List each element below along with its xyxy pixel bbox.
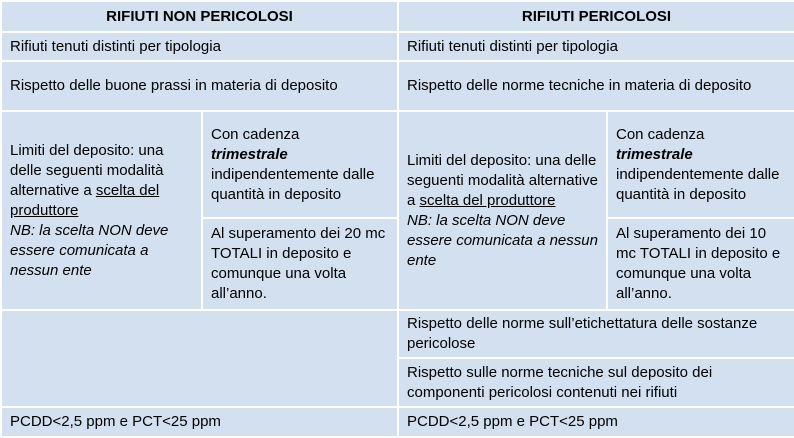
nb-note: NB: la scelta NON deve essere comunicata a nessun ente bbox=[407, 211, 598, 269]
limiti-text: Limiti del deposito: una delle seguenti modalità alternative a bbox=[407, 151, 598, 209]
scelta-produttore-text: scelta del produttore bbox=[419, 191, 556, 209]
cadenza-label: Con cadenza bbox=[616, 125, 705, 143]
cadenza-description: indipendentemente dalle quantità in deposito bbox=[211, 165, 375, 203]
row-limiti-cadenza bbox=[1, 111, 794, 218]
deposito-non-pericolosi: Rispetto delle buone prassi in materia di deposito bbox=[1, 61, 398, 111]
pcdd-pericolosi: PCDD<2,5 ppm e PCT<25 ppm bbox=[398, 407, 794, 437]
cadenza-keyword: trimestrale bbox=[616, 145, 693, 163]
cadenza-keyword: trimestrale bbox=[211, 145, 288, 163]
header-pericolosi: RIFIUTI PERICOLOSI bbox=[398, 1, 794, 32]
cadenza-non-pericolosi bbox=[202, 111, 398, 218]
componenti-pericolosi: Rispetto sulle norme tecniche sul deposito dei componenti pericolosi contenuti nei rifiuti bbox=[398, 358, 794, 407]
row-tipologia bbox=[1, 32, 794, 61]
row-pcdd bbox=[1, 407, 794, 437]
limiti-pericolosi bbox=[398, 111, 607, 310]
pcdd-non-pericolosi: PCDD<2,5 ppm e PCT<25 ppm bbox=[1, 407, 398, 437]
deposito-pericolosi: Rispetto delle norme tecniche in materia di deposito bbox=[398, 61, 794, 111]
empty-non-pericolosi bbox=[1, 310, 398, 407]
nb-note: NB: la scelta NON deve essere comunicata a nessun ente bbox=[10, 221, 169, 279]
cadenza-label: Con cadenza bbox=[211, 125, 300, 143]
tipologia-non-pericolosi: Rifiuti tenuti distinti per tipologia bbox=[1, 32, 398, 61]
tipologia-pericolosi: Rifiuti tenuti distinti per tipologia bbox=[398, 32, 794, 61]
superamento-pericolosi: Al superamento dei 10 mc TOTALI in deposito e comunque una volta all’anno. bbox=[607, 218, 794, 310]
limiti-non-pericolosi bbox=[1, 111, 202, 310]
row-etichettatura bbox=[1, 310, 794, 358]
cadenza-pericolosi bbox=[607, 111, 794, 218]
limiti-text: Limiti del deposito: una delle seguenti modalità alternative a bbox=[10, 141, 164, 199]
superamento-non-pericolosi: Al superamento dei 20 mc TOTALI in deposito e comunque una volta all’anno. bbox=[202, 218, 398, 310]
etichettatura-pericolosi: Rispetto delle norme sull’etichettatura delle sostanze pericolose bbox=[398, 310, 794, 358]
cadenza-description: indipendentemente dalle quantità in deposito bbox=[616, 165, 780, 203]
row-deposito bbox=[1, 61, 794, 111]
header-non-pericolosi: RIFIUTI NON PERICOLOSI bbox=[1, 1, 398, 32]
header-row bbox=[1, 1, 794, 32]
scelta-produttore-text: scelta del produttore bbox=[10, 181, 160, 219]
